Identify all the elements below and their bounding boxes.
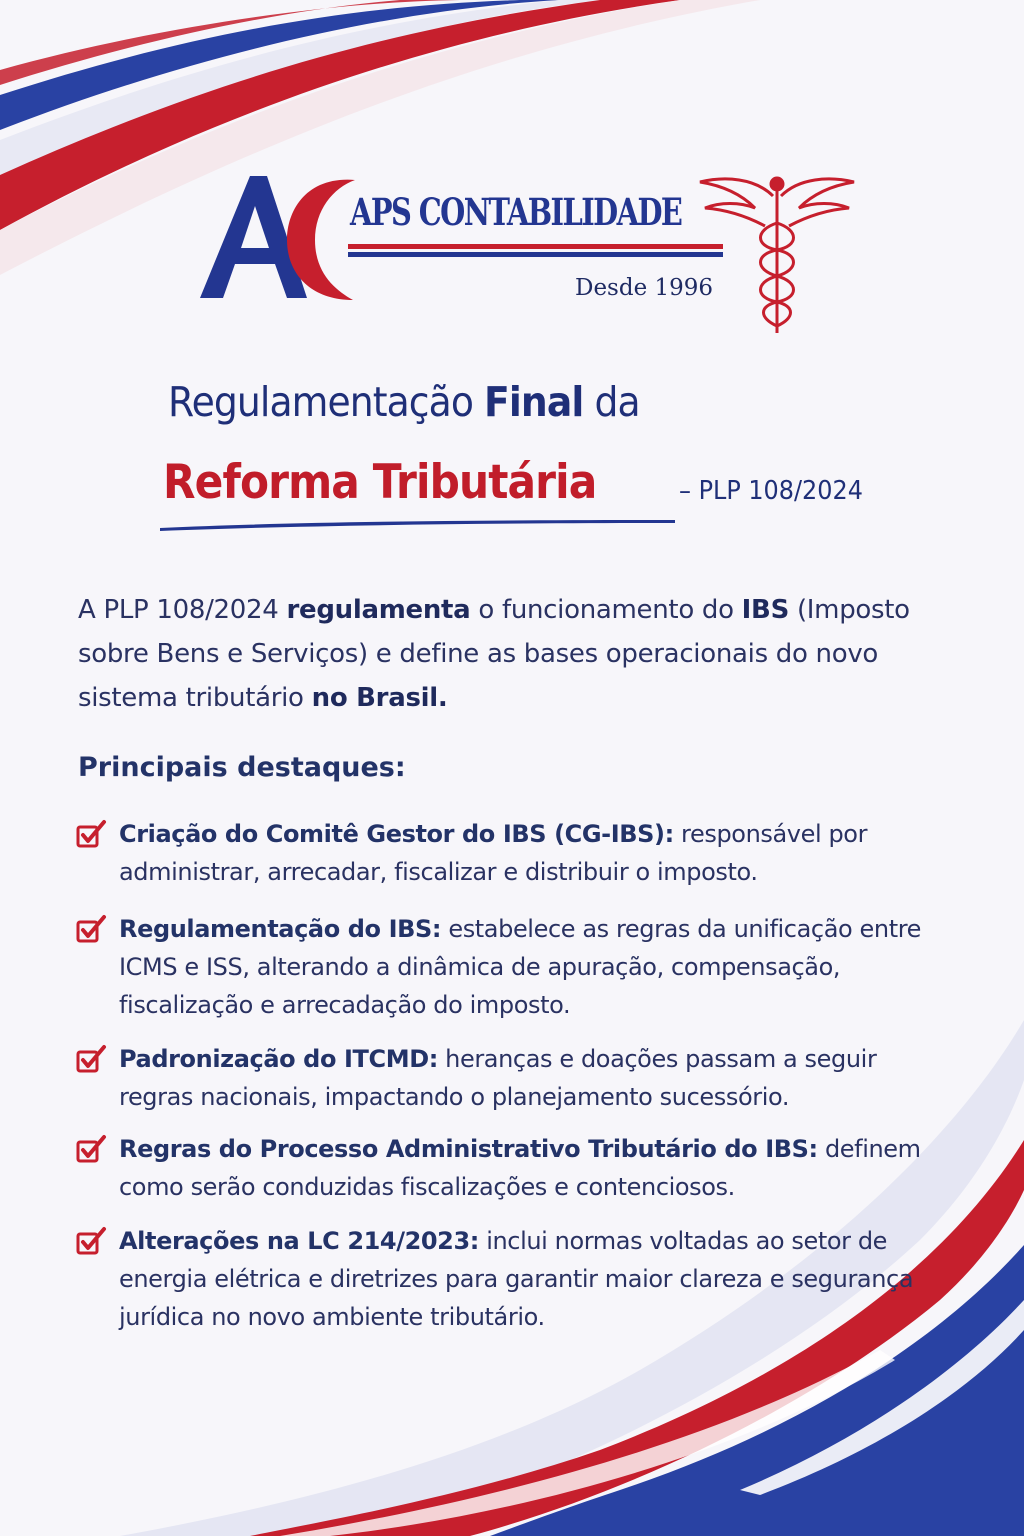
checkbox-icon (75, 914, 107, 944)
checkbox-icon (75, 1134, 107, 1164)
checkbox-icon (75, 1044, 107, 1074)
title-underline (160, 518, 675, 532)
brand-name: APS CONTABILIDADE (350, 190, 682, 234)
checkbox-icon (75, 1226, 107, 1256)
caduceus-icon (700, 178, 854, 333)
section-heading: Principais destaques: (78, 752, 406, 783)
title-suffix: – PLP 108/2024 (679, 476, 863, 506)
brand-since: Desde 1996 (575, 275, 714, 301)
checkbox-icon (75, 819, 107, 849)
title-line2: Reforma Tributária (163, 455, 597, 510)
intro-paragraph: A PLP 108/2024 regulamenta o funcionamento do IBS (Imposto sobre Bens e Serviços) e define as bases operacionais do novo sistema tributário no Brasil. (78, 595, 910, 713)
title-line1: Regulamentação Final da (168, 378, 640, 426)
